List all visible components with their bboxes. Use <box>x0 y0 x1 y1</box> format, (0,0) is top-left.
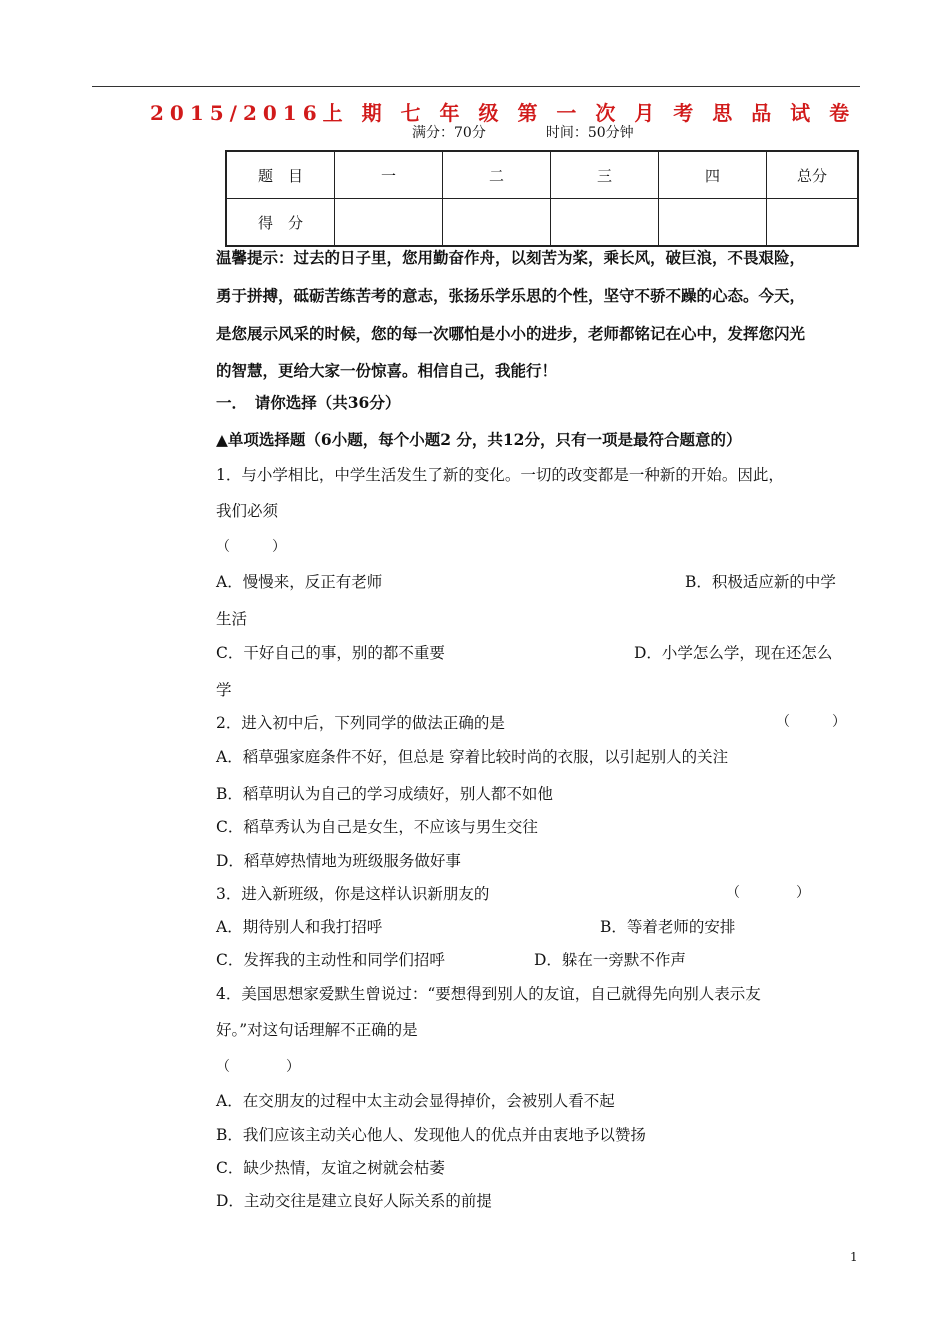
option-d-cont: 学 <box>216 681 232 699</box>
option-d: D．稻草婷热情地为班级服务做好事 <box>216 852 461 870</box>
tip-line: 勇于拼搏，砥砺苦练苦考的意志，张扬乐学乐思的个性，坚守不骄不躁的心态。今天， <box>216 286 806 305</box>
table-cell: 二 <box>443 151 551 199</box>
question-1-stem-cont: 我们必须 <box>216 502 279 520</box>
question-4-stem-cont: 好。”对这句话理解不正确的是 <box>216 1021 418 1039</box>
table-cell: 四 <box>659 151 767 199</box>
option-b: B．等着老师的安排 <box>600 918 736 936</box>
table-cell: 总分 <box>767 151 859 199</box>
option-d: D．小学怎么学，现在还怎么 <box>634 644 833 662</box>
question-3-stem: 3．进入新班级，你是这样认识新朋友的 <box>216 885 490 903</box>
section-heading: 一． 请你选择（共36分） <box>216 393 401 412</box>
option-b-cont: 生活 <box>216 610 248 628</box>
option-a: A．在交朋友的过程中太主动会显得掉价，会被别人看不起 <box>216 1092 615 1110</box>
table-cell: 得 分 <box>226 199 335 247</box>
score-table <box>225 150 859 247</box>
answer-paren: （ ） <box>776 714 846 730</box>
question-4-stem: 4．美国思想家爱默生曾说过：“要想得到别人的友谊，自己就得先向别人表示友 <box>216 985 761 1003</box>
option-d: D．躲在一旁默不作声 <box>534 951 686 969</box>
option-b: B．我们应该主动关心他人、发现他人的优点并由衷地予以赞扬 <box>216 1126 646 1144</box>
score-input-cell <box>335 199 443 247</box>
table-row <box>226 151 858 199</box>
answer-paren: （ ） <box>216 539 286 555</box>
answer-paren: （ ） <box>216 1059 300 1075</box>
option-a: A．稻草强家庭条件不好，但总是 穿着比较时尚的衣服，以引起别人的关注 <box>216 748 729 766</box>
score-input-cell <box>443 199 551 247</box>
option-b: B．积极适应新的中学 <box>685 573 836 591</box>
header-rule <box>92 86 860 87</box>
question-1-stem: 1．与小学相比，中学生活发生了新的变化。一切的改变都是一种新的开始。因此， <box>216 466 784 484</box>
score-input-cell <box>551 199 659 247</box>
option-d: D．主动交往是建立良好人际关系的前提 <box>216 1192 492 1210</box>
option-c: C．发挥我的主动性和同学们招呼 <box>216 951 445 969</box>
option-c: C．缺少热情，友谊之树就会枯萎 <box>216 1159 445 1177</box>
tip-line: 温馨提示：过去的日子里，您用勤奋作舟，以刻苦为桨，乘长风，破巨浪，不畏艰险， <box>216 248 806 267</box>
tip-line: 是您展示风采的时候，您的每一次哪怕是小小的进步，老师都铭记在心中，发挥您闪光 <box>216 324 806 343</box>
table-cell: 一 <box>335 151 443 199</box>
subsection-heading: ▲单项选择题（6小题，每个小题2 分，共12分，只有一项是最符合题意的） <box>216 430 742 449</box>
score-input-cell <box>767 199 859 247</box>
question-2-stem: 2．进入初中后，下列同学的做法正确的是 <box>216 714 505 732</box>
score-input-cell <box>659 199 767 247</box>
table-row <box>226 199 858 247</box>
tip-line: 的智慧，更给大家一份惊喜。相信自己，我能行！ <box>216 361 558 380</box>
option-c: C．稻草秀认为自己是女生，不应该与男生交往 <box>216 818 538 836</box>
full-score: 满分：70分 <box>412 125 486 141</box>
option-a: A．慢慢来，反正有老师 <box>216 573 383 591</box>
table-cell: 题 目 <box>226 151 335 199</box>
page-number: 1 <box>850 1250 858 1264</box>
table-cell: 三 <box>551 151 659 199</box>
exam-title: 2015/2016上 期 七 年 级 第 一 次 月 考 思 品 试 卷 <box>150 101 856 125</box>
answer-paren: （ ） <box>726 885 810 901</box>
exam-info <box>412 122 694 142</box>
exam-time: 时间：50分钟 <box>545 125 634 141</box>
option-b: B．稻草明认为自己的学习成绩好，别人都不如他 <box>216 785 553 803</box>
option-a: A．期待别人和我打招呼 <box>216 918 383 936</box>
option-c: C．干好自己的事，别的都不重要 <box>216 644 445 662</box>
